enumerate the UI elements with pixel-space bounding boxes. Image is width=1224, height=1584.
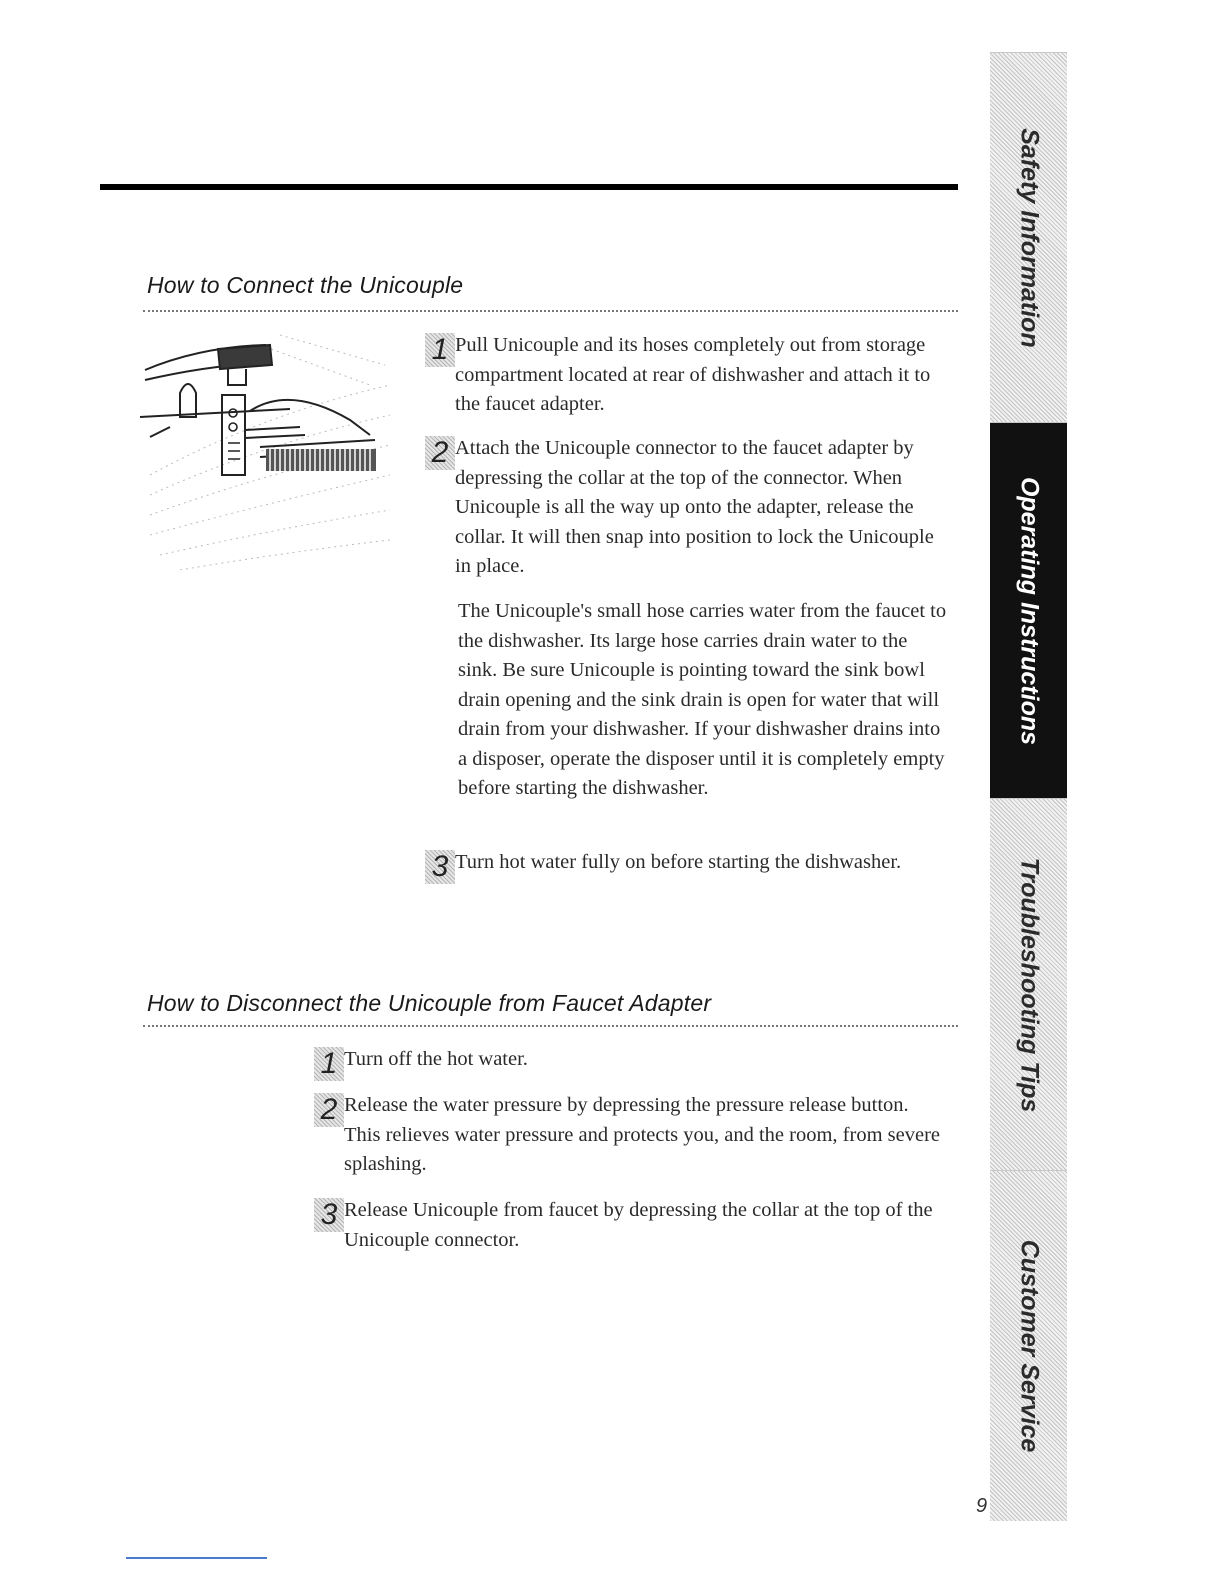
step-number-badge: 3 [425,850,455,884]
step-text: Release the water pressure by depressing the pressure release button. This relieves water pressure and protects you, and the room, from severe splashing. [344,1094,941,1175]
step-text: Attach the Unicouple connector to the faucet adapter by depressing the collar at the top of the connector. When Unicouple is all the way up onto the adapter, release the collar. It will then snap into position to lock the Unicouple in place. [455,437,934,577]
tab-safety-information[interactable] [990,52,1067,423]
tab-operating-instructions[interactable] [990,422,1067,799]
connect-step-1 [425,331,950,420]
tab-troubleshooting-tips[interactable] [990,798,1067,1171]
section-tabs-sidebar [990,52,1067,1520]
page-number: 9 [976,1495,988,1517]
connect-section-title: How to Connect the Unicouple [147,272,464,298]
connect-step-3 [425,848,950,883]
disconnect-step-3 [314,1196,949,1255]
step-text: Turn hot water fully on before starting the dishwasher. [455,851,902,873]
step-text: Turn off the hot water. [344,1048,528,1070]
disconnect-title-rule [143,1025,958,1027]
unicouple-hose-note: The Unicouple's small hose carries water from the faucet to the dishwasher. Its large hose carries drain water to the sink. Be sure Unicouple is pointing toward the sink bowl drain opening and the sink drain is open for water that will drain from your dishwasher. If your dishwasher drains into a disposer, operate the disposer until it is completely empty before starting the dishwasher. [458,600,947,799]
disconnect-section-title: How to Disconnect the Unicouple from Faucet Adapter [147,990,712,1016]
tab-customer-service[interactable] [990,1170,1067,1521]
connect-title-rule [143,310,958,312]
step-number-badge: 1 [314,1047,344,1081]
top-rule [100,184,958,190]
step-text: Release Unicouple from faucet by depressing the collar at the top of the Unicouple connector. [344,1199,933,1251]
tab-label: Safety Information [1015,128,1043,348]
connect-step-2 [425,434,950,582]
disconnect-step-2 [314,1091,949,1180]
bottom-link-underline [126,1557,267,1559]
step-number-badge: 2 [425,436,455,470]
tab-label: Customer Service [1015,1239,1043,1453]
step-number-badge: 2 [314,1093,344,1127]
unicouple-faucet-illustration [140,325,395,570]
step-number-badge: 3 [314,1198,344,1232]
step-text: Pull Unicouple and its hoses completely out from storage compartment located at rear of dishwasher and attach it to the faucet adapter. [455,334,931,415]
tab-label: Operating Instructions [1015,476,1043,746]
disconnect-step-1 [314,1045,949,1080]
tab-label: Troubleshooting Tips [1015,857,1043,1113]
step-number-badge: 1 [425,333,455,367]
